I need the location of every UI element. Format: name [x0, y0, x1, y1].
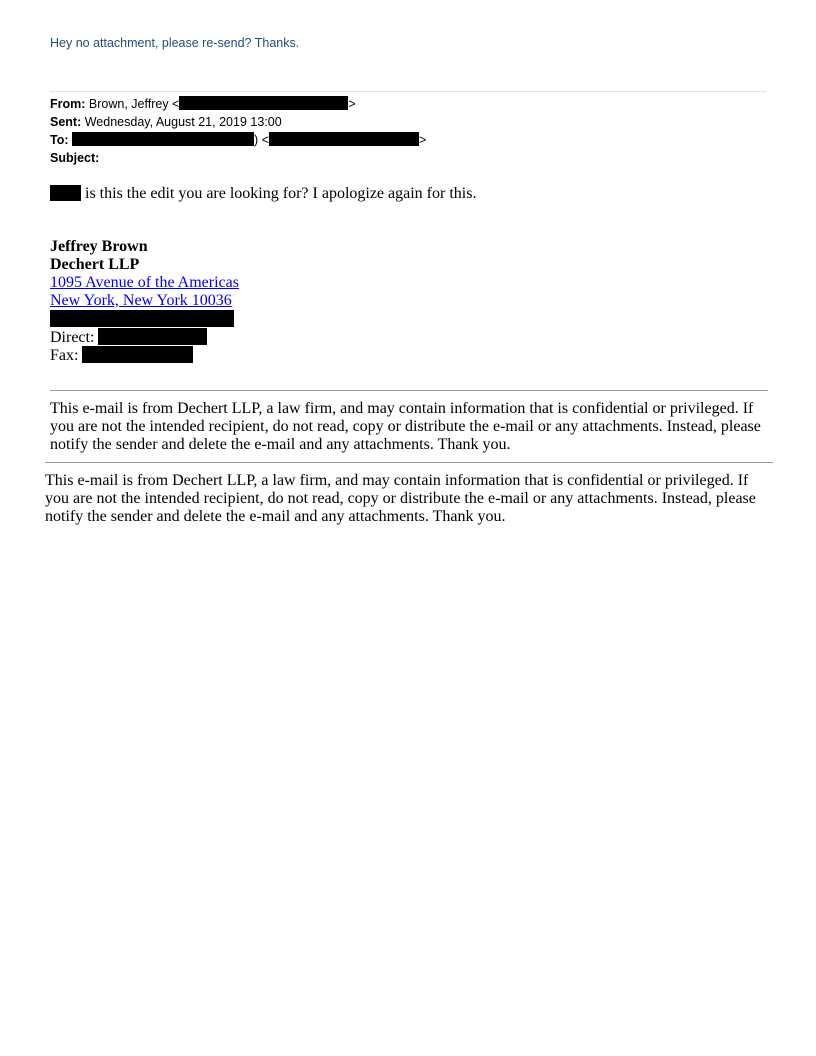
- to-mid: ) <: [254, 133, 269, 147]
- message-body: [50, 185, 476, 203]
- redacted-recipient-name: [50, 185, 81, 201]
- to-close: >: [418, 133, 427, 147]
- signature-block: [50, 238, 239, 364]
- reply-message: Hey no attachment, please re-send? Thanks.: [50, 36, 300, 50]
- address-line1-link[interactable]: 1095 Avenue of the Americas: [50, 274, 239, 291]
- fax-row: [50, 346, 239, 364]
- redacted-phone: [50, 310, 234, 327]
- sent-row: [50, 113, 426, 131]
- disclaimer-divider-1: [50, 390, 768, 391]
- signature-firm: Dechert LLP: [50, 256, 140, 273]
- redacted-direct-number: [98, 328, 207, 345]
- redacted-fax-number: [82, 346, 193, 363]
- sent-label: Sent:: [50, 115, 82, 129]
- subject-label: Subject:: [50, 151, 100, 165]
- direct-row: [50, 328, 239, 346]
- direct-label: Direct:: [50, 329, 95, 346]
- redacted-to-name: [72, 132, 254, 146]
- fax-label: Fax:: [50, 347, 79, 364]
- disclaimer-divider-2: [45, 462, 773, 463]
- from-row: [50, 95, 426, 113]
- signature-name: Jeffrey Brown: [50, 238, 148, 255]
- message-text: is this the edit you are looking for? I apologize again for this.: [85, 185, 477, 202]
- redacted-phone-row: [50, 310, 239, 328]
- disclaimer-1: This e-mail is from Dechert LLP, a law firm, and may contain information that is confidential or privileged. If you are not the intended recipient, do not read, copy or distribute the e-mail or any attachments. Instead, please notify the sender and delete the e-mail and any attachments. Thank you.: [50, 400, 761, 453]
- header-divider: [50, 91, 766, 92]
- to-label: To:: [50, 133, 69, 147]
- redacted-from-email: [179, 96, 348, 110]
- subject-row: [50, 149, 426, 167]
- from-close: >: [348, 97, 356, 111]
- from-value: Brown, Jeffrey <: [88, 97, 180, 111]
- to-row: [50, 131, 426, 149]
- disclaimer-2: This e-mail is from Dechert LLP, a law firm, and may contain information that is confidential or privileged. If you are not the intended recipient, do not read, copy or distribute the e-mail or any attachments. Instead, please notify the sender and delete the e-mail and any attachments. Thank you.: [45, 472, 756, 525]
- from-label: From:: [50, 97, 86, 111]
- sent-value: Wednesday, August 21, 2019 13:00: [84, 115, 282, 129]
- address-line2-link[interactable]: New York, New York 10036: [50, 292, 232, 309]
- email-header: [50, 95, 426, 167]
- redacted-to-email: [269, 132, 419, 146]
